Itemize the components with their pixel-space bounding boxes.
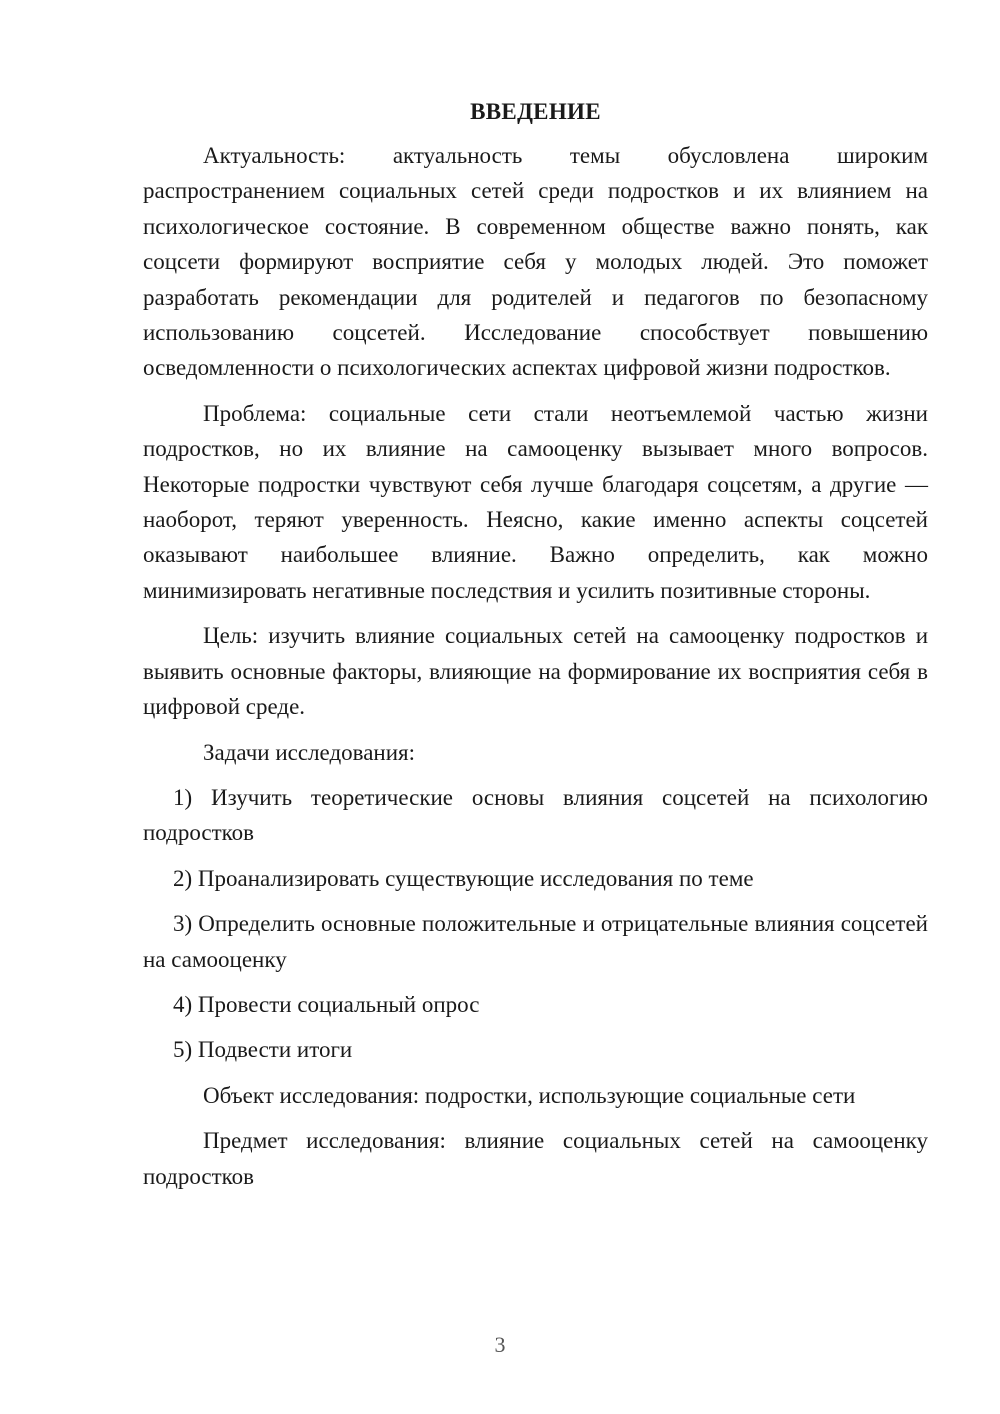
task-item: 4) Провести социальный опрос [173, 991, 480, 1017]
section-title: ВВЕДЕНИЕ [470, 99, 601, 124]
tasks-heading: Задачи исследования: [203, 739, 416, 765]
task-item: 2) Проанализировать существующие исследования по теме [173, 865, 754, 891]
task-item: 3) Определить основные положительные и отрицательные влияния соцсетей на самооценку [143, 911, 928, 972]
goal-paragraph: Цель: изучить влияние социальных сетей на самооценку подростков и выявить основные факторы, влияющие на формирование их восприятия себя в цифровой среде. [143, 623, 928, 720]
page-content [143, 94, 928, 1204]
relevance-paragraph: Актуальность: актуальность темы обусловлена широким распространением социальных сетей среди подростков и их влиянием на психологическое состояние. В современном обществе важно понять, как соцсети формируют восприятие себя у молодых людей. Это поможет разработать рекомендации для родителей и педагогов по безопасному использованию соцсетей. Исследование способствует повышению осведомленности о психологических аспектах цифровой жизни подростков. [143, 143, 928, 381]
object-paragraph: Объект исследования: подростки, использующие социальные сети [203, 1082, 856, 1108]
subject-paragraph: Предмет исследования: влияние социальных сетей на самооценку подростков [143, 1128, 928, 1189]
task-item: 1) Изучить теоретические основы влияния соцсетей на психологию подростков [143, 784, 928, 846]
page-number: 3 [494, 1332, 506, 1357]
task-item: 5) Подвести итоги [173, 1037, 353, 1063]
problem-paragraph: Проблема: социальные сети стали неотъемлемой частью жизни подростков, но их влияние на самооценку вызывает много вопросов. Некоторые подростки чувствуют себя лучше благодаря соцсетям, а другие — наоборот, теряют уверенность. Неясно, какие именно аспекты соцсетей оказывают наибольшее влияние. Важно определить, как можно минимизировать негативные последствия и усилить позитивные стороны. [143, 400, 928, 603]
